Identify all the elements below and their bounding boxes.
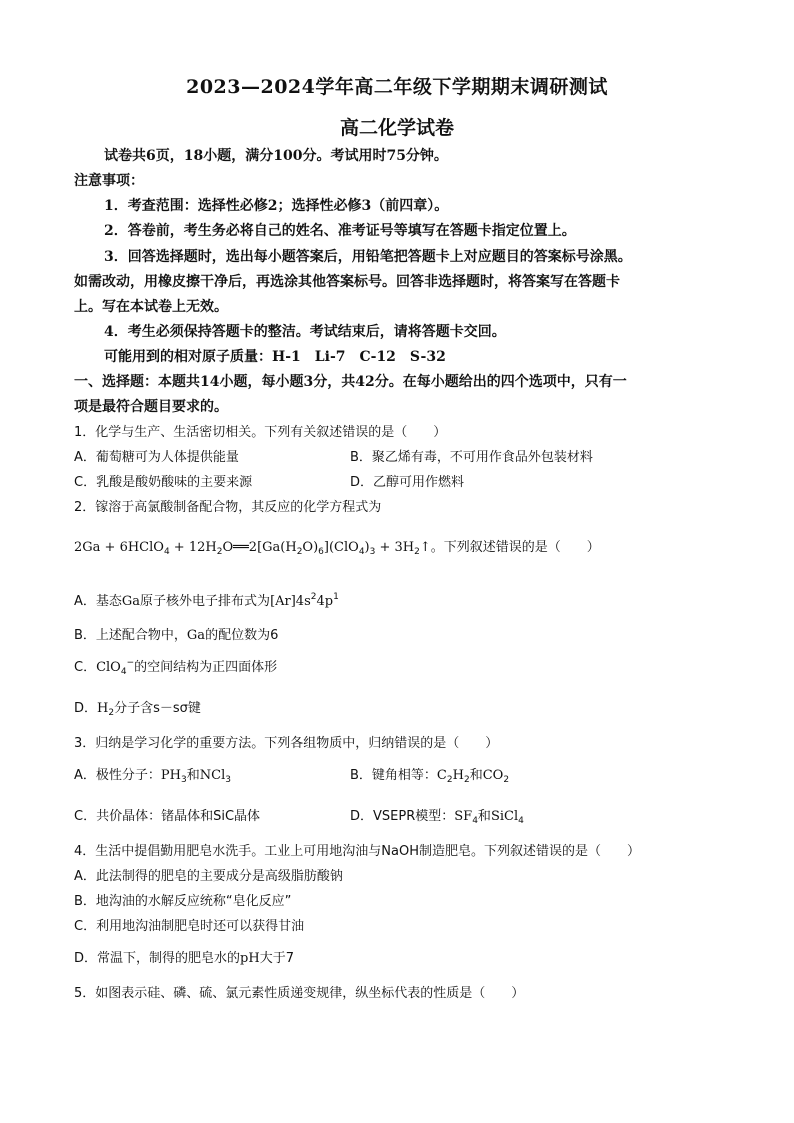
question-stem: 4．生活中提倡勤用肥皂水洗手。工业上可用地沟油与NaOH制造肥皂。下列叙述错误的是（ ） (74, 844, 640, 859)
option-b: B．键角相等：$C_2H_2$和$CO_2$ (350, 768, 510, 785)
notice-item: 如需改动，用橡皮擦干净后，再选涂其他答案标号。回答非选择题时，将答案写在答题卡 (74, 274, 620, 290)
option-a: A．基态Ga原子核外电子排布式为$[Ar]4s^24p^1$ (74, 592, 339, 609)
section-heading: 项是最符合题目要求的。 (74, 399, 228, 415)
option-d: D．$H_2$分子含s－sσ键 (74, 701, 201, 718)
question-stem: 2．镓溶于高氯酸制备配合物，其反应的化学方程式为 (74, 500, 382, 515)
question-stem: 1．化学与生产、生活密切相关。下列有关叙述错误的是（ ） (74, 425, 447, 440)
notice-item: 上。写在本试卷上无效。 (74, 299, 228, 315)
option-b: B．地沟油的水解反应统称“皂化反应” (74, 894, 292, 909)
section-heading: 一、选择题：本题共14小题，每小题3分，共42分。在每小题给出的四个选项中，只有一 (74, 374, 627, 390)
chemical-equation: 2Ga + 6HClO$_4$ + $12H_2O══2[Ga(H_2O)_6](ClO_4)_3$ + $3H_2↑$。下列叙述错误的是（ ） (74, 540, 600, 557)
notice-title: 注意事项： (74, 173, 144, 189)
option-b: B．上述配合物中，Ga的配位数为6 (74, 628, 279, 643)
exam-subtitle: 高二化学试卷 (339, 117, 454, 139)
notice-item: 4．考生必须保持答题卡的整洁。考试结束后，请将答题卡交回。 (104, 324, 506, 340)
notice-item: 2．答卷前，考生务必将自己的姓名、准考证号等填写在答题卡指定位置上。 (104, 223, 576, 239)
exam-summary: 试卷共6页，18小题，满分100分。考试用时75分钟。 (104, 148, 448, 164)
option-c: C．共价晶体：锗晶体和SiC晶体 (74, 809, 261, 824)
option-a: A．极性分子：$PH_3$和NCl$_3$ (74, 768, 231, 785)
option-d: D．VSEPR模型：$SF_4$和SiCl$_4$ (350, 809, 524, 826)
atomic-masses: 可能用到的相对原子质量：H-1 Li-7 C-12 S-32 (104, 349, 446, 365)
notice-item: 3．回答选择题时，选出每小题答案后，用铅笔把答题卡上对应题目的答案标号涂黑。 (104, 249, 632, 265)
option-a: A．葡萄糖可为人体提供能量 (74, 450, 239, 465)
exam-title: 2023—2024学年高二年级下学期期末调研测试 (186, 76, 608, 98)
question-stem: 3．归纳是学习化学的重要方法。下列各组物质中，归纳错误的是（ ） (74, 736, 499, 751)
notice-item: 1．考查范围：选择性必修2；选择性必修3（前四章）。 (104, 198, 449, 214)
option-c: C．乳酸是酸奶酸味的主要来源 (74, 475, 253, 490)
option-a: A．此法制得的肥皂的主要成分是高级脂肪酸钠 (74, 869, 343, 884)
option-b: B．聚乙烯有毒，不可用作食品外包装材料 (350, 450, 593, 465)
question-stem: 5．如图表示硅、磷、硫、氯元素性质递变规律，纵坐标代表的性质是（ ） (74, 986, 525, 1001)
option-c: C．ClO$_4$−的空间结构为正四面体形 (74, 658, 278, 677)
option-d: D．乙醇可用作燃料 (350, 475, 465, 490)
option-c: C．利用地沟油制肥皂时还可以获得甘油 (74, 919, 305, 934)
option-d: D．常温下，制得的肥皂水的pH大于7 (74, 951, 294, 966)
